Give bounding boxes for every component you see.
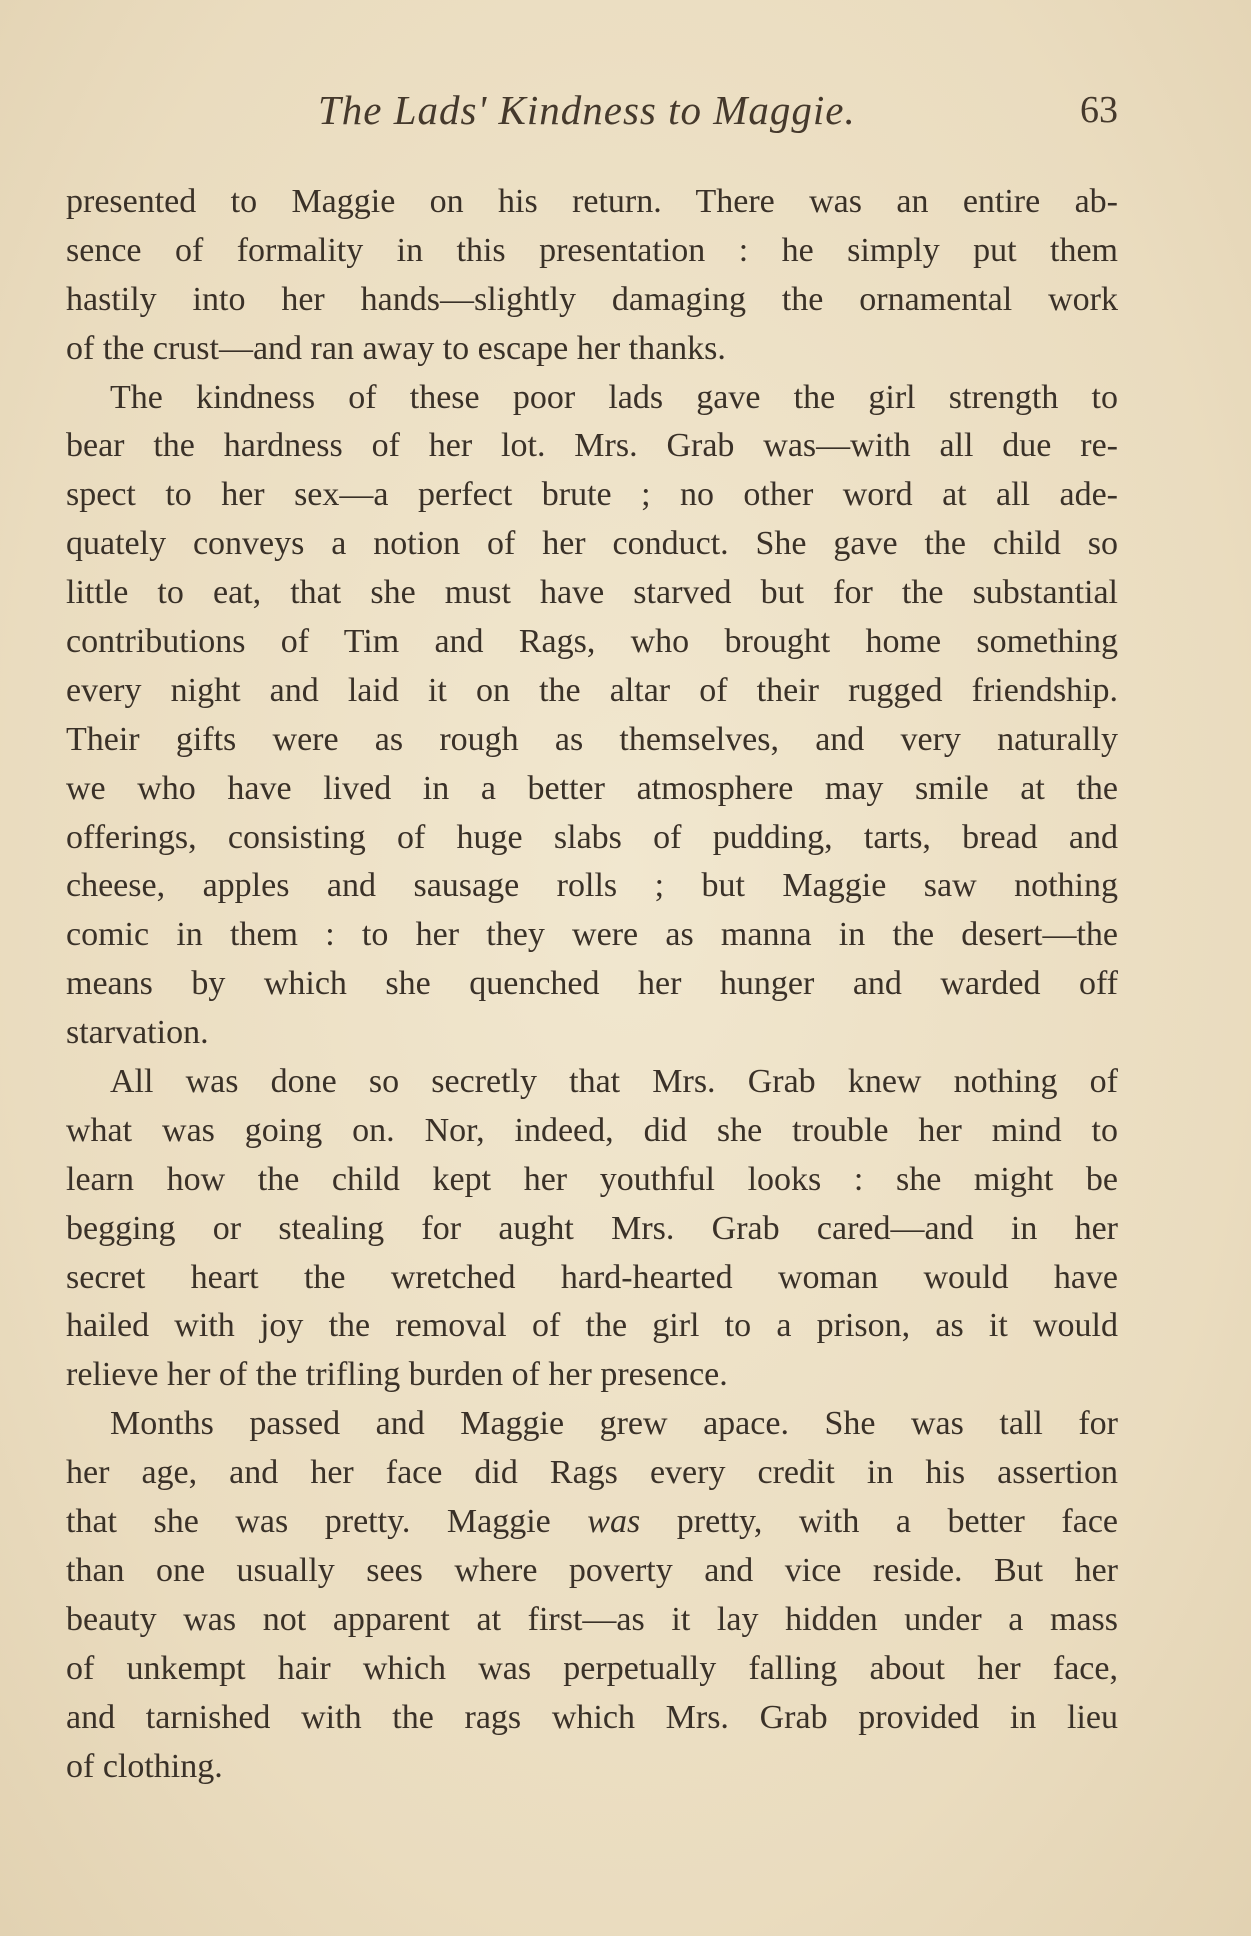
text-line: than one usually sees where poverty and vice reside. But her	[66, 1551, 1118, 1589]
running-title: The Lads' Kindness to Maggie.	[318, 87, 856, 133]
text-segment: pretty, with a better face	[676, 1503, 1118, 1541]
paragraph-first-line: Months passed and Maggie grew apace. She was tall for	[110, 1405, 1118, 1443]
body-text	[66, 178, 1118, 1791]
text-line: bear the hardness of her lot. Mrs. Grab was—with all due re-	[66, 427, 1118, 465]
page-number: 63	[1080, 89, 1118, 131]
text-line: her age, and her face did Rags every credit in his assertion	[66, 1454, 1118, 1492]
text-line: begging or stealing for aught Mrs. Grab cared—and in her	[66, 1209, 1118, 1247]
text-line: offerings, consisting of huge slabs of pudding, tarts, bread and	[66, 818, 1118, 856]
running-head	[318, 86, 1118, 142]
text-line: relieve her of the trifling burden of her presence.	[66, 1356, 728, 1394]
text-line-with-emphasis	[66, 1498, 1118, 1547]
text-line: what was going on. Nor, indeed, did she trouble her mind to	[66, 1111, 1118, 1149]
paragraph-first-line: The kindness of these poor lads gave the girl strength to	[110, 378, 1118, 416]
paragraph-first-line: All was done so secretly that Mrs. Grab knew nothing of	[110, 1063, 1118, 1101]
text-line: and tarnished with the rags which Mrs. Grab provided in lieu	[66, 1698, 1118, 1736]
text-line: contributions of Tim and Rags, who brought home something	[66, 623, 1118, 661]
text-line: we who have lived in a better atmosphere may smile at the	[66, 769, 1118, 807]
text-line: Their gifts were as rough as themselves, and very naturally	[66, 720, 1118, 758]
text-line: hailed with joy the removal of the girl to a prison, as it would	[66, 1307, 1118, 1345]
text-line: comic in them : to her they were as manna in the desert—the	[66, 916, 1118, 954]
text-line: presented to Maggie on his return. There was an entire ab-	[66, 183, 1118, 220]
text-line: hastily into her hands—slightly damaging the ornamental work	[66, 280, 1118, 318]
text-line: of clothing.	[66, 1747, 223, 1785]
text-line: secret heart the wretched hard-hearted woman would have	[66, 1258, 1118, 1296]
text-line: beauty was not apparent at first—as it lay hidden under a mass	[66, 1600, 1118, 1638]
text-line: of unkempt hair which was perpetually falling about her face,	[66, 1649, 1118, 1687]
text-segment: that she was pretty. Maggie	[66, 1503, 551, 1541]
emphasis-word: was	[587, 1503, 641, 1541]
text-line: quately conveys a notion of her conduct. She gave the child so	[66, 525, 1118, 563]
text-line: starvation.	[66, 1014, 209, 1052]
text-line: little to eat, that she must have starved but for the substantial	[66, 574, 1118, 612]
text-line: spect to her sex—a perfect brute ; no other word at all ade-	[66, 476, 1118, 514]
text-line: of the crust—and ran away to escape her thanks.	[66, 329, 726, 367]
text-line: every night and laid it on the altar of their rugged friendship.	[66, 671, 1118, 709]
text-line: cheese, apples and sausage rolls ; but Maggie saw nothing	[66, 867, 1118, 905]
text-line: means by which she quenched her hunger and warded off	[66, 965, 1118, 1003]
text-line: learn how the child kept her youthful looks : she might be	[66, 1160, 1118, 1198]
text-line: sence of formality in this presentation : he simply put them	[66, 231, 1118, 269]
